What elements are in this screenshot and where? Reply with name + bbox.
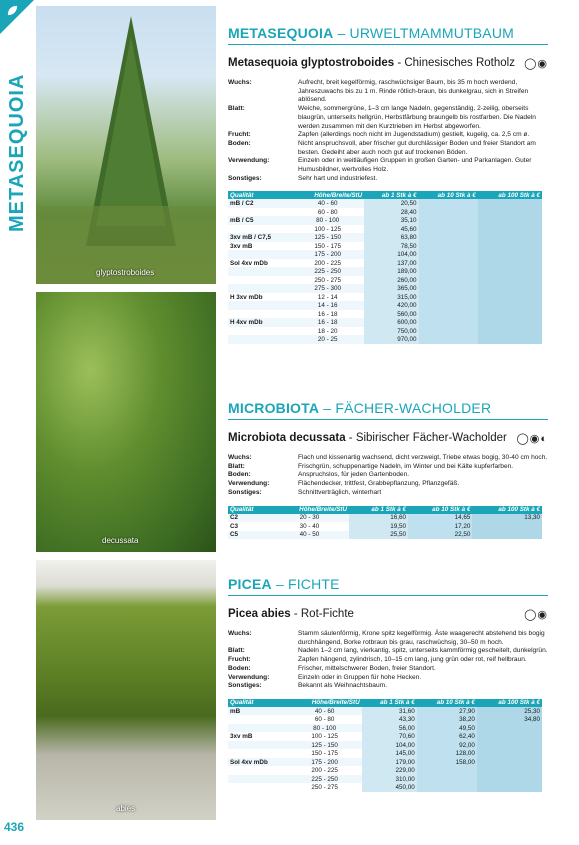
table-cell [478,301,542,310]
info-key: Verwendung: [228,673,270,681]
table-cell [478,259,542,268]
table-cell: 49,50 [417,724,477,733]
info-row [228,105,548,131]
table-row [228,225,542,234]
section-microbiota [228,400,548,539]
table-cell [419,216,478,225]
table-cell [419,318,478,327]
table-cell: 3xv mB [228,732,288,741]
table-cell: 60 - 80 [288,715,362,724]
table-cell [228,775,288,784]
table-cell [228,250,291,259]
column-header: Höhe/Breite/StU [288,699,362,707]
table-cell: 225 - 250 [291,267,364,276]
price-table [228,699,542,792]
table-cell: 62,40 [417,732,477,741]
table-cell [472,531,542,540]
info-value: Schnittverträglich, winterhart [298,488,382,496]
title-rest: – URWELTMAMMUTBAUM [333,25,515,41]
table-cell: 310,00 [362,775,417,784]
table-row [228,531,542,540]
page-number: 436 [4,820,25,834]
column-header: Höhe/Breite/StU [291,191,364,199]
table-cell [478,284,542,293]
light-symbol-icons: ◯◉ [524,609,548,621]
table-row [228,250,542,259]
table-cell [228,327,291,336]
table-cell [228,276,291,285]
table-cell: mB / C2 [228,199,291,208]
table-cell: 22,50 [408,531,472,540]
table-cell [478,233,542,242]
column-header: ab 1 Stk à € [364,191,418,199]
table-cell [417,775,477,784]
info-value: Nadeln 1–2 cm lang, vierkantig, spitz, unterseits kammförmig gescheitelt, dunkelgrün. [298,647,548,655]
info-row [228,454,548,463]
info-key: Blatt: [228,647,245,655]
table-cell: 125 - 150 [288,741,362,750]
table-cell [419,284,478,293]
tree-illustration [36,6,216,284]
table-cell [477,775,542,784]
photo-caption: abies [116,804,136,813]
table-cell [477,783,542,792]
table-cell: 175 - 200 [288,758,362,767]
table-cell: 189,00 [364,267,418,276]
table-row [228,514,542,523]
table-cell [228,267,291,276]
table-cell: 25,30 [477,707,542,716]
table-cell: 128,00 [417,749,477,758]
table-cell [419,310,478,319]
info-row [228,140,548,157]
info-key: Sonstiges: [228,488,262,496]
table-cell: 970,00 [364,335,418,344]
table-cell: mB / C5 [228,216,291,225]
table-row [228,310,542,319]
table-cell: 14,65 [408,514,472,523]
table-cell [478,310,542,319]
table-cell: 100 - 125 [291,225,364,234]
info-key: Boden: [228,139,251,147]
table-cell: 31,60 [362,707,417,716]
section-title [228,25,548,41]
info-value: Nicht anspruchsvoll, aber frischer gut durchlässiger Boden und freier Standort am besten. Gedeiht aber auch noch gut auf trockenen Böden. [298,139,536,156]
table-cell: Sol 4xv mDb [228,259,291,268]
table-cell [419,327,478,336]
table-cell: 63,80 [364,233,418,242]
info-value: Einzeln oder in Gruppen für hohe Hecken. [298,673,422,681]
info-key: Blatt: [228,105,245,113]
table-cell [478,276,542,285]
table-row [228,233,542,242]
table-cell: C3 [228,522,270,531]
column-header: ab 1 Stk à € [349,506,408,514]
table-cell: 600,00 [364,318,418,327]
table-row [228,724,542,733]
table-cell: 420,00 [364,301,418,310]
info-value: Frischer, mittelschwerer Boden, freier Standort. [298,664,436,672]
info-value: Zapfen hängend, zylindrisch, 10–15 cm lang, jung grün oder rot, reif hellbraun. [298,656,527,664]
info-key: Boden: [228,664,251,672]
table-cell [419,293,478,302]
table-row [228,775,542,784]
table-cell [478,199,542,208]
table-cell: 92,00 [417,741,477,750]
table-cell: 104,00 [362,741,417,750]
table-row [228,766,542,775]
table-row [228,522,542,531]
table-row [228,208,542,217]
photo-caption: decussata [102,536,139,545]
table-cell: 34,80 [477,715,542,724]
table-cell: 125 - 150 [291,233,364,242]
table-cell: 200 - 225 [291,259,364,268]
table-cell: 13,30 [472,514,542,523]
table-cell: 27,90 [417,707,477,716]
table-row [228,284,542,293]
title-main: MICROBIOTA [228,400,320,416]
column-header: ab 10 Stk à € [419,191,478,199]
table-cell [228,301,291,310]
info-row [228,471,548,480]
column-header: ab 10 Stk à € [417,699,477,707]
table-cell: 78,50 [364,242,418,251]
table-row [228,293,542,302]
table-cell: 365,00 [364,284,418,293]
info-key: Wuchs: [228,454,252,461]
info-value: Bekannt als Weihnachtsbaum. [298,682,387,690]
table-row [228,216,542,225]
column-header: ab 100 Stk à € [472,506,542,514]
title-main: METASEQUOIA [228,25,334,41]
info-value: Frischgrün, schuppenartige Nadeln, im Winter und bei Kälte kupferfarben. [298,462,514,470]
photo-picea [36,560,216,820]
info-list [228,454,548,498]
table-cell: 150 - 175 [288,749,362,758]
species-name [228,57,548,69]
table-row [228,259,542,268]
table-cell: 20 - 25 [291,335,364,344]
info-key: Verwendung: [228,480,270,488]
sidebar [0,0,32,240]
photo-caption: glyptostroboides [96,268,155,277]
table-cell [228,310,291,319]
table-cell: 43,30 [362,715,417,724]
light-symbol-icons: ◯◉ [524,58,548,70]
table-cell [478,267,542,276]
table-cell [472,522,542,531]
table-cell: 3xv mB [228,242,291,251]
info-row [228,175,548,184]
info-key: Blatt: [228,462,245,470]
table-row [228,741,542,750]
info-value: Anspruchslos, für jeden Gartenboden. [298,471,410,479]
table-cell [419,225,478,234]
info-row [228,665,548,674]
info-row [228,674,548,683]
table-cell [419,267,478,276]
table-cell: 229,00 [362,766,417,775]
table-cell [419,335,478,344]
common-name: - Sibirischer Fächer-Wacholder [345,432,507,444]
table-cell: 150 - 175 [291,242,364,251]
info-row [228,79,548,105]
column-header: Qualität [228,506,270,514]
leaf-icon [6,4,19,17]
table-cell: 16 - 18 [291,318,364,327]
info-row [228,656,548,665]
info-row [228,630,548,647]
table-cell: 19,50 [349,522,408,531]
section-metasequoia [228,25,548,344]
table-cell: 450,00 [362,783,417,792]
table-cell: 175 - 200 [291,250,364,259]
photo-metasequoia [36,6,216,284]
table-cell [228,749,288,758]
table-cell [477,758,542,767]
table-cell [478,293,542,302]
table-cell [419,301,478,310]
common-name: - Rot-Fichte [290,608,354,620]
table-cell: 158,00 [417,758,477,767]
table-cell: 250 - 275 [291,276,364,285]
table-cell [478,242,542,251]
info-key: Sonstiges: [228,682,262,690]
info-list [228,79,548,183]
table-cell: 750,00 [364,327,418,336]
table-row [228,758,542,767]
table-cell: H 3xv mDb [228,293,291,302]
info-key: Boden: [228,471,251,479]
table-cell: 17,20 [408,522,472,531]
latin-name: Microbiota decussata [228,432,346,444]
table-cell [477,732,542,741]
table-cell [478,250,542,259]
table-cell: 315,00 [364,293,418,302]
table-row [228,335,542,344]
column-header: Qualität [228,191,291,199]
title-main: PICEA [228,576,272,592]
table-row [228,301,542,310]
info-value: Flächendecker, trittfest, Grabbepflanzung, Pflanzgefäß. [298,480,460,488]
species-name [228,608,548,620]
table-cell: 56,00 [362,724,417,733]
table-cell [417,783,477,792]
table-cell [228,715,288,724]
table-cell: 40 - 60 [288,707,362,716]
table-cell: C5 [228,531,270,540]
info-value: Sehr hart und industriefest. [298,174,378,182]
price-table [228,506,542,540]
info-value: Zapfen (allerdings noch nicht im Jugendstadium) gestielt, kugelig, ca. 2,5 cm ø. [298,131,530,139]
table-cell: 137,00 [364,259,418,268]
table-cell [419,242,478,251]
table-cell [228,225,291,234]
table-row [228,749,542,758]
table-cell: 3xv mB / C7,5 [228,233,291,242]
info-list [228,630,548,691]
latin-name: Metasequoia glyptostroboides [228,57,395,69]
table-cell: 225 - 250 [288,775,362,784]
latin-name: Picea abies [228,608,291,620]
species-name [228,432,548,444]
info-value: Weiche, sommergrüne, 1–3 cm lange Nadeln, gegenständig, 2-zeilig, oberseits blaugrün, unterseits hellgrün, Herbstfärbung braungelb bis rostfarben. Die Nadeln werden zusammen mit den Kurztrieben im Herbst abgeworfen. [298,105,536,130]
title-rest: – FÄCHER-WACHOLDER [319,400,492,416]
divider [228,419,548,420]
table-cell [478,327,542,336]
info-value: Einzeln oder in weitläufigen Gruppen in großen Garten- und Parkanlagen. Guter Humusbildner, wertvolles Holz. [298,157,532,174]
table-cell: 25,50 [349,531,408,540]
table-header-row [228,506,542,514]
table-row [228,327,542,336]
table-cell [477,749,542,758]
table-row [228,715,542,724]
info-row [228,131,548,140]
info-row [228,647,548,656]
table-cell [228,766,288,775]
sidebar-title: METASEQUOIA [6,73,28,232]
table-cell: Sol 4xv mDb [228,758,288,767]
table-cell [477,724,542,733]
table-cell: 80 - 100 [288,724,362,733]
info-key: Verwendung: [228,157,270,165]
table-cell [228,741,288,750]
column-header: Höhe/Breite/StU [270,506,349,514]
table-cell [419,233,478,242]
table-cell: 179,00 [362,758,417,767]
table-cell: 200 - 225 [288,766,362,775]
table-cell: 40 - 50 [270,531,349,540]
info-value: Aufrecht, breit kegelförmig, raschwüchsiger Baum, bis 35 m hoch werdend, Jahreszuwachs bis zu 1 m. Rinde rötlich-braun, bis dunkelgrau, sich in Streifen ablösend. [298,79,529,104]
column-header: ab 1 Stk à € [362,699,417,707]
table-cell: 38,20 [417,715,477,724]
info-key: Frucht: [228,131,251,139]
table-cell: 20 - 30 [270,514,349,523]
table-cell [478,208,542,217]
info-key: Wuchs: [228,79,252,86]
info-key: Wuchs: [228,630,252,637]
table-header-row [228,191,542,199]
table-cell: H 4xv mDb [228,318,291,327]
table-cell [419,250,478,259]
info-row [228,489,548,498]
photo-microbiota [36,292,216,552]
table-cell: 45,60 [364,225,418,234]
table-cell: 12 - 14 [291,293,364,302]
table-cell [478,318,542,327]
table-cell [419,199,478,208]
table-row [228,318,542,327]
table-header-row [228,699,542,707]
table-cell: 20,50 [364,199,418,208]
common-name: - Chinesisches Rotholz [394,57,515,69]
table-cell [477,766,542,775]
table-cell [228,284,291,293]
info-row [228,157,548,174]
section-picea [228,576,548,792]
table-cell: 560,00 [364,310,418,319]
table-cell: 100 - 125 [288,732,362,741]
table-cell: 16 - 18 [291,310,364,319]
column-header: ab 100 Stk à € [477,699,542,707]
table-cell: 70,60 [362,732,417,741]
table-cell: 18 - 20 [291,327,364,336]
table-cell [419,259,478,268]
table-cell: 260,00 [364,276,418,285]
table-cell [478,335,542,344]
table-cell: 80 - 100 [291,216,364,225]
table-cell: 28,40 [364,208,418,217]
table-cell: 30 - 40 [270,522,349,531]
table-row [228,276,542,285]
table-cell: 275 - 300 [291,284,364,293]
table-row [228,732,542,741]
table-cell [228,208,291,217]
table-cell [228,783,288,792]
table-cell: 35,10 [364,216,418,225]
info-value: Stamm säulenförmig, Krone spitz kegelförmig. Äste waagerecht abstehend bis bogig durchhängend, Borke rotbraun bis grau, raschwüchsig, 30–50 m hoch. [298,630,545,646]
column-header: Qualität [228,699,288,707]
table-row [228,267,542,276]
table-cell [228,335,291,344]
table-row [228,199,542,208]
table-cell [419,208,478,217]
table-cell: mB [228,707,288,716]
divider [228,595,548,596]
info-key: Frucht: [228,656,251,664]
table-cell [478,216,542,225]
table-cell [478,225,542,234]
column-header: ab 10 Stk à € [408,506,472,514]
table-cell: 14 - 16 [291,301,364,310]
table-cell: 145,00 [362,749,417,758]
info-row [228,480,548,489]
section-title [228,576,548,592]
table-cell: 250 - 275 [288,783,362,792]
info-key: Sonstiges: [228,174,262,182]
table-cell [228,724,288,733]
light-symbol-icons: ◯◉◐ [516,433,548,445]
table-cell: 16,60 [349,514,408,523]
table-row [228,242,542,251]
table-cell: 40 - 60 [291,199,364,208]
info-row [228,463,548,472]
table-cell: 104,00 [364,250,418,259]
column-header: ab 100 Stk à € [478,191,542,199]
table-cell [417,766,477,775]
table-cell [419,276,478,285]
table-cell [477,741,542,750]
table-cell: 60 - 80 [291,208,364,217]
table-cell: C2 [228,514,270,523]
table-row [228,783,542,792]
divider [228,44,548,45]
title-rest: – FICHTE [271,576,340,592]
table-row [228,707,542,716]
info-row [228,682,548,691]
price-table [228,191,542,344]
section-title [228,400,548,416]
info-value: Flach und kissenartig wachsend, dicht verzweigt, Triebe etwas bogig, 30-40 cm hoch. [298,454,548,461]
